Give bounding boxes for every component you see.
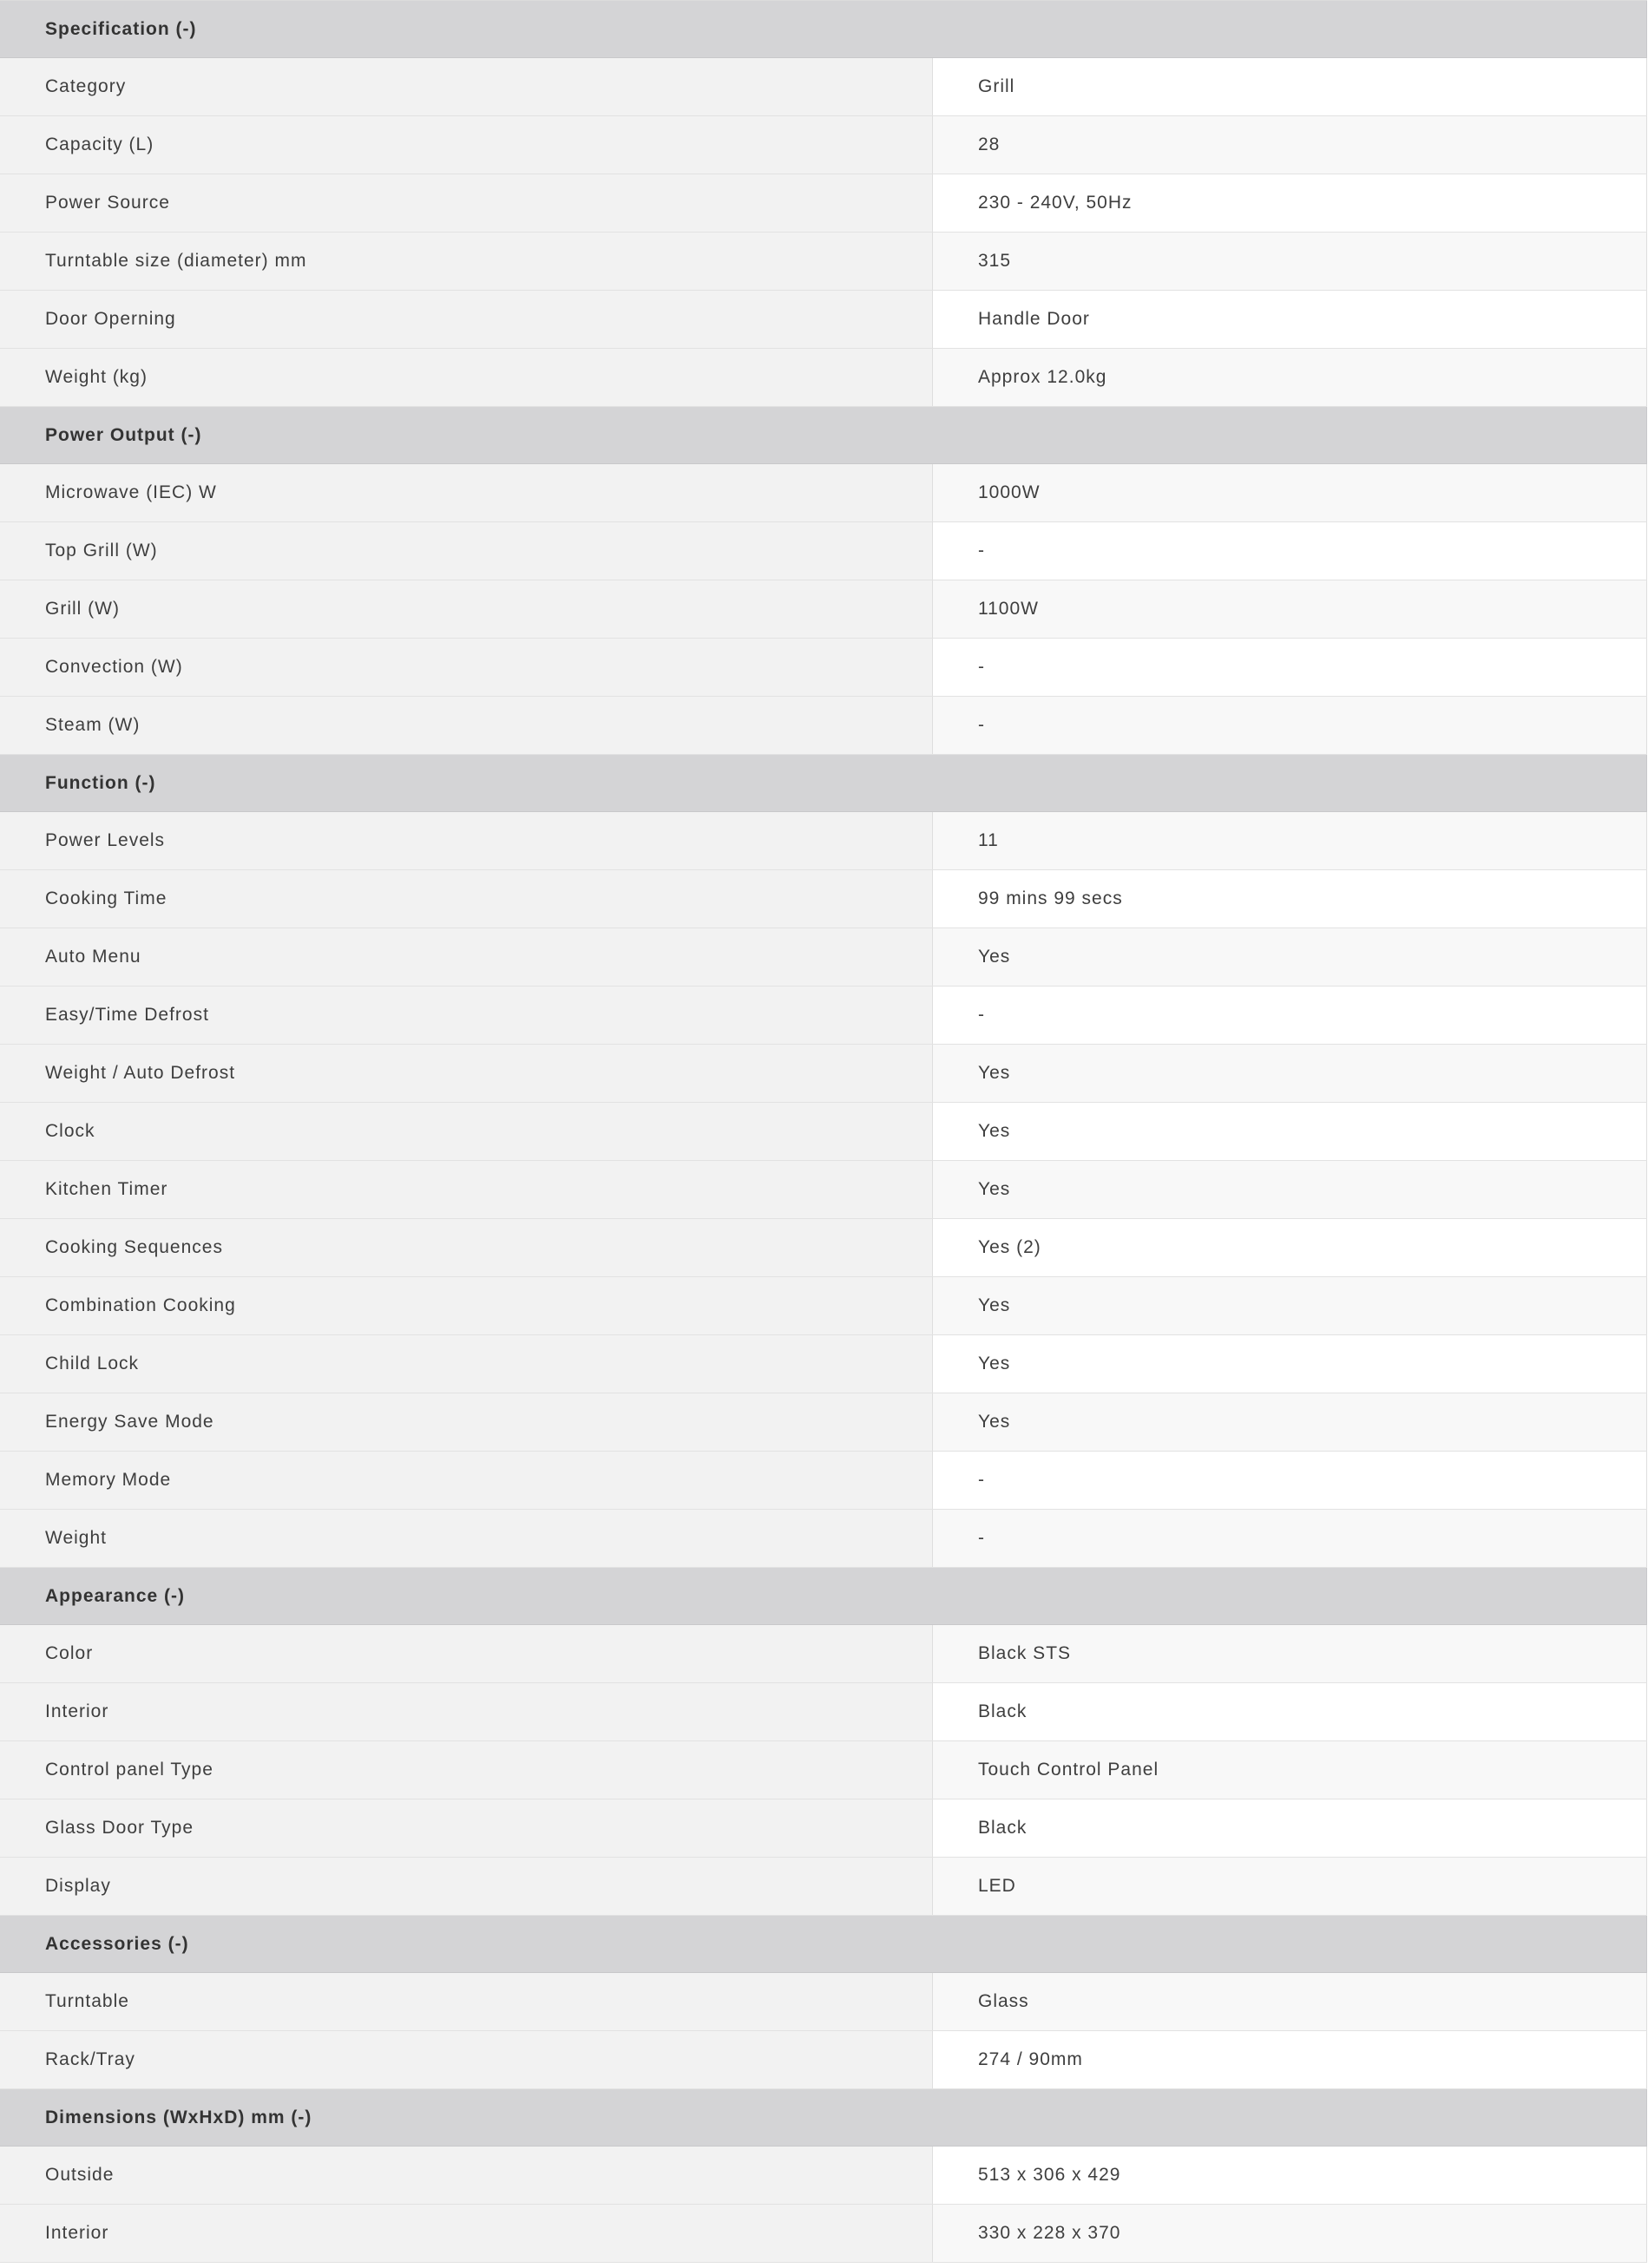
row-value: 11	[933, 812, 1647, 869]
row-label: Auto Menu	[0, 928, 933, 986]
row-value: Yes	[933, 1103, 1647, 1160]
table-row	[0, 1045, 1647, 1103]
row-value: Glass	[933, 1973, 1647, 2030]
section-header-accessories[interactable]	[0, 1916, 1647, 1973]
row-label: Interior	[0, 1683, 933, 1740]
row-value: Yes	[933, 1393, 1647, 1451]
section-title: Specification (-)	[45, 18, 197, 39]
section-title: Appearance (-)	[45, 1585, 186, 1606]
row-value: 1000W	[933, 464, 1647, 521]
row-label: Color	[0, 1625, 933, 1682]
table-row	[0, 1799, 1647, 1858]
row-label: Display	[0, 1858, 933, 1915]
table-row	[0, 1277, 1647, 1335]
row-value: 315	[933, 233, 1647, 290]
table-row	[0, 1335, 1647, 1393]
row-label: Control panel Type	[0, 1741, 933, 1799]
row-label: Steam (W)	[0, 697, 933, 754]
table-row	[0, 870, 1647, 928]
table-row	[0, 1741, 1647, 1799]
row-value: -	[933, 1452, 1647, 1509]
row-value: 1100W	[933, 580, 1647, 638]
row-value: -	[933, 1510, 1647, 1567]
row-value: Black STS	[933, 1625, 1647, 1682]
row-label: Top Grill (W)	[0, 522, 933, 580]
row-label: Convection (W)	[0, 639, 933, 696]
table-row	[0, 1161, 1647, 1219]
table-row	[0, 580, 1647, 639]
row-value: Yes	[933, 1277, 1647, 1334]
table-row	[0, 1510, 1647, 1568]
table-row	[0, 928, 1647, 987]
table-row	[0, 987, 1647, 1045]
table-row	[0, 291, 1647, 349]
row-label: Weight (kg)	[0, 349, 933, 406]
row-label: Door Operning	[0, 291, 933, 348]
table-row	[0, 522, 1647, 580]
row-label: Energy Save Mode	[0, 1393, 933, 1451]
row-value: Yes (2)	[933, 1219, 1647, 1276]
row-value: Black	[933, 1683, 1647, 1740]
row-value: Approx 12.0kg	[933, 349, 1647, 406]
row-label: Rack/Tray	[0, 2031, 933, 2088]
section-title: Function (-)	[45, 772, 156, 793]
row-label: Weight / Auto Defrost	[0, 1045, 933, 1102]
section-header-specification[interactable]	[0, 1, 1647, 58]
row-value: Handle Door	[933, 291, 1647, 348]
row-value: Touch Control Panel	[933, 1741, 1647, 1799]
row-label: Microwave (IEC) W	[0, 464, 933, 521]
table-row	[0, 812, 1647, 870]
section-title: Accessories (-)	[45, 1933, 189, 1954]
row-label: Glass Door Type	[0, 1799, 933, 1857]
table-row	[0, 2205, 1647, 2263]
table-row	[0, 1219, 1647, 1277]
section-title: Dimensions (WxHxD) mm (-)	[45, 2107, 312, 2127]
row-label: Cooking Time	[0, 870, 933, 928]
table-row	[0, 2147, 1647, 2205]
row-label: Capacity (L)	[0, 116, 933, 174]
row-value: Yes	[933, 1161, 1647, 1218]
row-value: 330 x 228 x 370	[933, 2205, 1647, 2262]
row-label: Child Lock	[0, 1335, 933, 1393]
row-value: 274 / 90mm	[933, 2031, 1647, 2088]
table-row	[0, 1625, 1647, 1683]
table-row	[0, 464, 1647, 522]
table-row	[0, 1393, 1647, 1452]
section-header-function[interactable]	[0, 755, 1647, 812]
row-value: -	[933, 522, 1647, 580]
table-row	[0, 1973, 1647, 2031]
row-value: Black	[933, 1799, 1647, 1857]
table-row	[0, 116, 1647, 174]
table-row	[0, 697, 1647, 755]
row-label: Power Levels	[0, 812, 933, 869]
row-label: Weight	[0, 1510, 933, 1567]
row-label: Kitchen Timer	[0, 1161, 933, 1218]
row-value: 99 mins 99 secs	[933, 870, 1647, 928]
table-row	[0, 233, 1647, 291]
section-header-dimensions[interactable]	[0, 2089, 1647, 2147]
row-value: -	[933, 639, 1647, 696]
row-value: Yes	[933, 1045, 1647, 1102]
row-value: 230 - 240V, 50Hz	[933, 174, 1647, 232]
row-label: Interior	[0, 2205, 933, 2262]
row-value: 513 x 306 x 429	[933, 2147, 1647, 2204]
table-row	[0, 2031, 1647, 2089]
table-row	[0, 349, 1647, 407]
row-value: 28	[933, 116, 1647, 174]
table-row	[0, 1452, 1647, 1510]
table-row	[0, 639, 1647, 697]
table-row	[0, 1103, 1647, 1161]
row-label: Cooking Sequences	[0, 1219, 933, 1276]
row-label: Combination Cooking	[0, 1277, 933, 1334]
row-label: Easy/Time Defrost	[0, 987, 933, 1044]
row-label: Category	[0, 58, 933, 115]
row-label: Power Source	[0, 174, 933, 232]
row-value: LED	[933, 1858, 1647, 1915]
row-label: Memory Mode	[0, 1452, 933, 1509]
row-label: Turntable	[0, 1973, 933, 2030]
section-title: Power Output (-)	[45, 424, 202, 445]
row-label: Grill (W)	[0, 580, 933, 638]
row-value: -	[933, 697, 1647, 754]
row-value: Yes	[933, 928, 1647, 986]
table-row	[0, 174, 1647, 233]
section-header-power-output[interactable]	[0, 407, 1647, 464]
row-label: Outside	[0, 2147, 933, 2204]
row-label: Clock	[0, 1103, 933, 1160]
section-header-appearance[interactable]	[0, 1568, 1647, 1625]
table-row	[0, 1683, 1647, 1741]
row-value: Grill	[933, 58, 1647, 115]
table-row	[0, 1858, 1647, 1916]
row-value: Yes	[933, 1335, 1647, 1393]
table-row	[0, 58, 1647, 116]
row-label: Turntable size (diameter) mm	[0, 233, 933, 290]
row-value: -	[933, 987, 1647, 1044]
